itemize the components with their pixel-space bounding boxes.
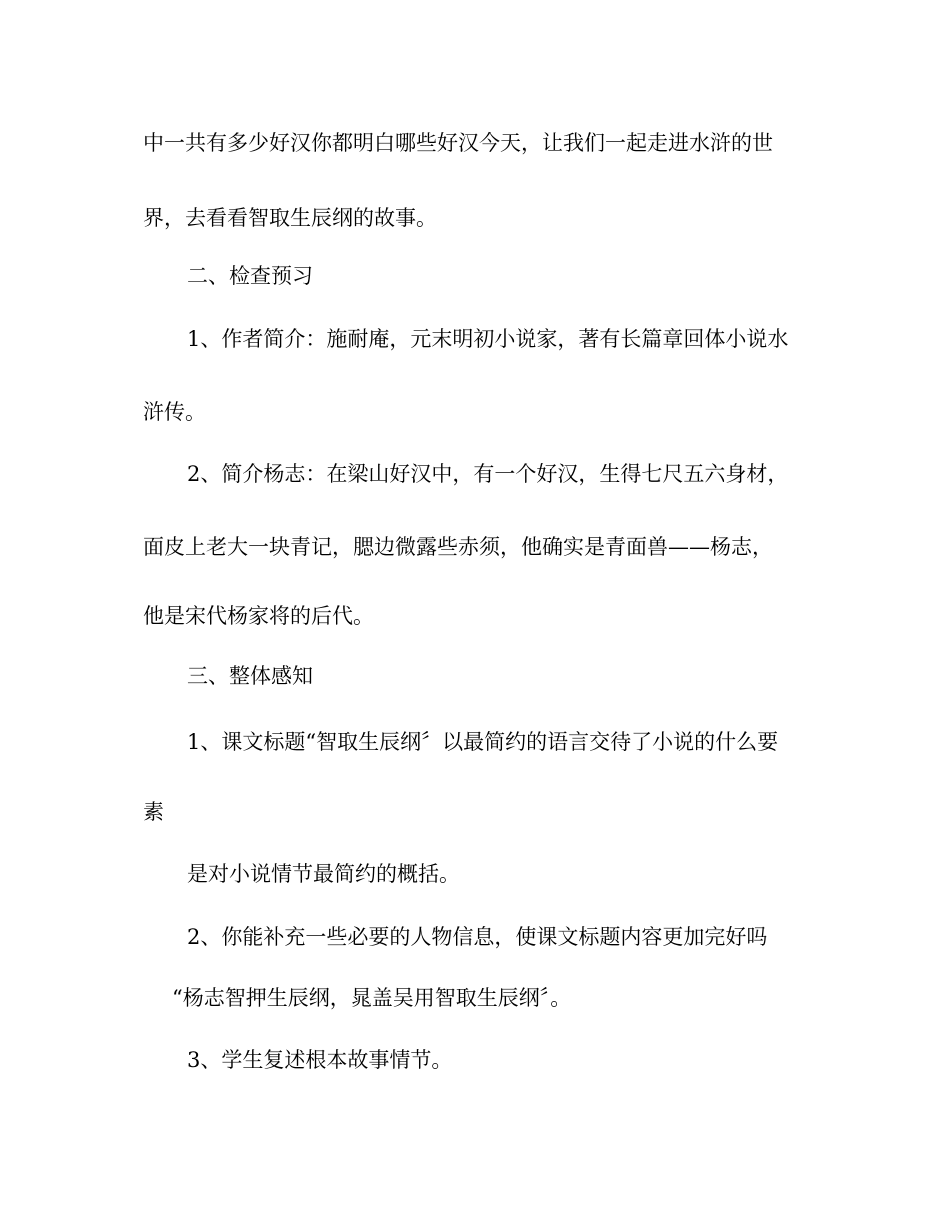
section-heading: 二、检查预习 — [187, 264, 313, 288]
body-text-line: 素 — [143, 800, 164, 824]
body-text-line: 中一共有多少好汉你都明白哪些好汉今天，让我们一起走进水浒的世 — [143, 131, 773, 155]
body-text-line: 2、简介杨志：在梁山好汉中，有一个好汉，生得七尺五六身材， — [187, 462, 789, 486]
body-text-line: 他是宋代杨家将的后代。 — [143, 604, 374, 628]
body-text-line: 1、作者简介：施耐庵，元末明初小说家，著有长篇章回体小说水 — [187, 327, 789, 351]
body-text-line: 2、你能补充一些必要的人物信息，使课文标题内容更加完好吗 — [187, 925, 768, 949]
body-text-line: 浒传。 — [143, 400, 206, 424]
body-text-line: “杨志智押生辰纲，晁盖吴用智取生辰纲〞。 — [172, 986, 572, 1010]
section-heading: 三、整体感知 — [187, 664, 313, 688]
body-text-line: 面皮上老大一块青记，腮边微露些赤须，他确实是青面兽——杨志， — [143, 535, 773, 559]
body-text-line: 界，去看看智取生辰纲的故事。 — [143, 206, 437, 230]
body-text-line: 3、学生复述根本故事情节。 — [187, 1048, 453, 1072]
body-text-line: 1、课文标题“智取生辰纲〞以最简约的语言交待了小说的什么要 — [187, 730, 779, 754]
body-text-line: 是对小说情节最简约的概括。 — [187, 862, 460, 886]
